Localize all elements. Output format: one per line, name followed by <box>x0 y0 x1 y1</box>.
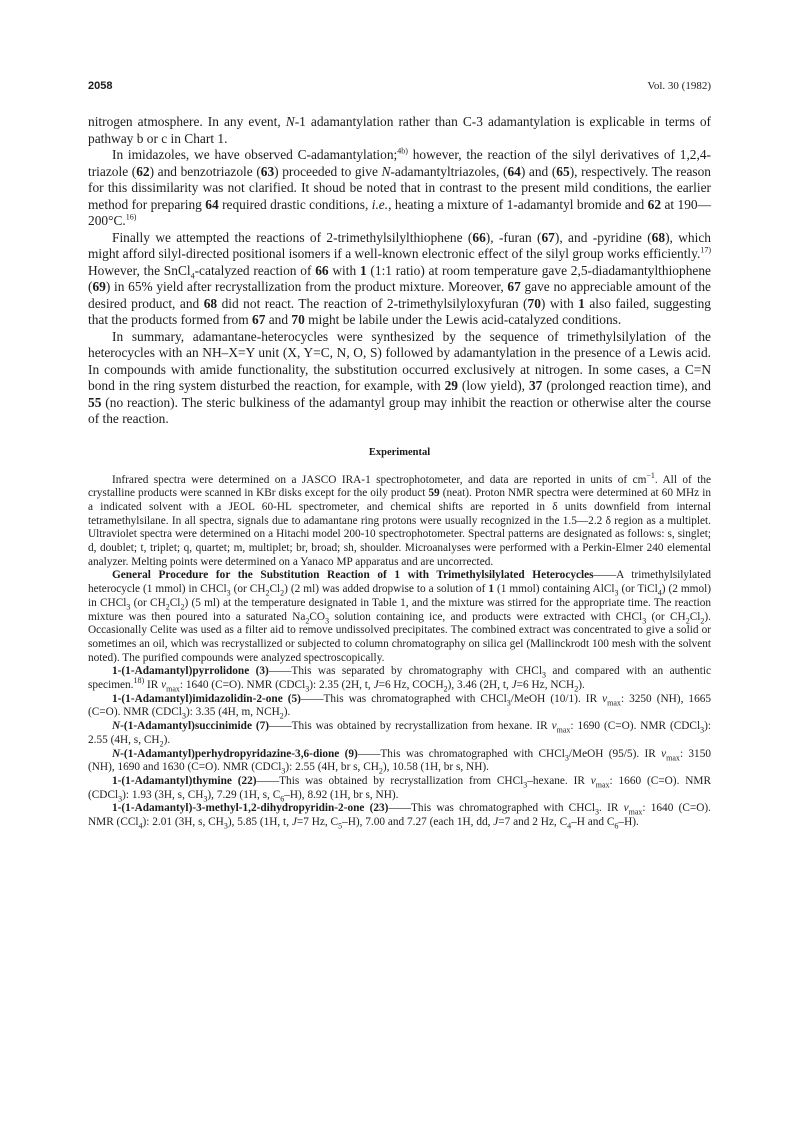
volume-label: Vol. 30 (1982) <box>647 80 711 92</box>
section-heading: Experimental <box>368 446 431 458</box>
paragraph: 1-(1-Adamantyl)thymine (22)——This was obtained by recrystallization from CHCl$_3$–hexane. IR $\nu_{max}$: 1660 (C=O). NMR (CDCl$_3$): 1.93 (3H, s, $CH_3$), 7.29 (1H, s, $C_6-H$), 8.92 (1H, br s, NH). <box>88 774 711 803</box>
paragraph: nitrogen atmosphere. In any event, N-1 adamantylation rather than C-3 adamantylation is explicable in terms of pathway b or c in Chart 1. <box>88 114 711 146</box>
paragraph: General Procedure for the Substitution Reaction of 1 with Trimethylsilylated Heterocycles——A trimethylsilylated heterocycle (1 mmol) in CHCl$_3$ (or $CH_2Cl_2$) (2 ml) was added dropwise to a solution of 1 (1 mmol) containing AlCl$_3$ (or TiCl$_4$) (2 mmol) in CHCl$_3$ (or $CH_2Cl_2$) (5 ml) at the temperature designated in Table 1, and the mixture was stirred for the appropriate time. The reaction mixture was then poured into a saturated $Na_2CO_3$ solution containing ice, and products were extracted with CHCl$_3$ (or $CH_2Cl_2$). Occasionally Celite was used as a filter aid to remove undissolved precipitates. The combined extract was concentrated to give a solid or sometimes an oil, which was recrystallized or subjected to column chromatography on silica gel (Mallinckrodt 100 mesh with the solvent noted). The purified compounds were analyzed spectroscopically. <box>88 569 712 664</box>
paragraph: In summary, adamantane-heterocycles were synthesized by the sequence of trimethylsilylation of the heterocycles with an NH–X=Y unit (X, Y=C, N, O, S) followed by adamantylation in the presence of a Lewis acid. In compounds with amide functionality, the substitution occurred exclusively at nitrogen. In some cases, a C=N bond in the ring system disturbed the reaction, for example, with 29 (low yield), 37 (prolonged reaction time), and 55 (no reaction). The steric bulkiness of the adamantyl group may inhibit the reaction or otherwise alter the course of the reaction. <box>88 328 712 426</box>
paragraph: N-(1-Adamantyl)succinimide (7)——This was obtained by recrystallization from hexane. IR $\nu_{max}$: 1690 (C=O). NMR (CDCl$_3$): 2.55 (4H, s, $CH_2$). <box>88 720 711 749</box>
body-text <box>88 114 711 428</box>
paragraph: Infrared spectra were determined on a JASCO IRA-1 spectrophotometer, and data are reported in units of $cm^{-1}$. All of the crystalline products were scanned in KBr disks except for the oily product 59 (neat). Proton NMR spectra were determined at 60 MHz in a indicated solvent with a JEOL 60-HL spectrometer, and chemical shifts are reported in δ units downfield from internal tetramethylsilane. In all spectra, signals due to adamantane ring protons were usually recognized in the 1.5—2.2 δ region as a multiplet. Ultraviolet spectra were determined on a Hitachi model 200-10 spectrophotometer. Spectral patterns are designated as follows: s, singlet; d, doublet; t, triplet; q, quartet; m, multiplet; br, broad; sh, shoulder. Microanalyses were performed with a Perkin-Elmer 240 elemental analyzer. Melting points were determined on a Yanaco MP apparatus and are uncorrected. <box>88 470 711 568</box>
paragraph: Finally we attempted the reactions of 2-trimethylsilylthiophene (66), -furan (67), and -pyridine (68), which might afford silyl-directed positional isomers if a well-known electronic effect of the silyl group works efficiently.$^{17)}$ However, the SnCl$_4$-catalyzed reaction of 66 with 1 (1:1 ratio) at room temperature gave 2,5-diadamantylthiophene (69) in 65% yield after recrystallization from the product mixture. Moreover, 67 gave no appreciable amount of the desired product, and 68 did not react. The reaction of 2-trimethylsilyloxyfuran (70) with 1 also failed, suggesting that the products formed from 67 and 70 might be labile under the Lewis acid-catalyzed conditions. <box>88 229 712 327</box>
paragraph: N-(1-Adamantyl)perhydropyridazine-3,6-dione (9)——This was chromatographed with CHCl$_3$/MeOH (95/5). IR $\nu_{max}$: 3150 (NH), 1690 and 1630 (C=O). NMR (CDCl$_3$): 2.55 (4H, br s, $CH_2$), 10.58 (1H, br s, NH). <box>88 747 712 776</box>
page-header <box>88 80 711 92</box>
experimental-text <box>88 470 712 831</box>
paragraph: 1-(1-Adamantyl)imidazolidin-2-one (5)——This was chromatographed with CHCl$_3$/MeOH (10/1). IR $\nu_{max}$: 3250 (NH), 1665 (C=O). NMR (CDCl$_3$): 3.35 (4H, m, $NCH_2$). <box>88 692 712 721</box>
journal-page <box>88 80 711 830</box>
page-number: 2058 <box>88 80 113 92</box>
paragraph: 1-(1-Adamantyl)-3-methyl-1,2-dihydropyridin-2-one (23)——This was chromatographed with CHCl$_3$. IR $\nu_{max}$: 1640 (C=O). NMR (CCl$_4$): 2.01 (3H, s, $CH_3$), 5.85 (1H, t, J=7 Hz, $C_5-H$), 7.00 and 7.27 (each 1H, dd, J=7 and 2 Hz, $C_4-H$ and $C_6-H$). <box>88 802 711 831</box>
paragraph: 1-(1-Adamantyl)pyrrolidone (3)——This was separated by chromatography with CHCl$_3$ and compared with an authentic specimen.$^{18)}$ IR $\nu_{max}$: 1640 (C=O). NMR (CDCl$_3$): 2.35 (2H, t, J=6 Hz, $COCH_2$), 3.46 (2H, t, J=6 Hz, $NCH_2$). <box>88 665 712 694</box>
paragraph: In imidazoles, we have observed C-adamantylation;$^{4b)}$ however, the reaction of the silyl derivatives of 1,2,4-triazole (62) and benzotriazole (63) proceeded to give N-adamantyltriazoles, (64) and (65), respectively. The reason for this dissimilarity was not clarified. It shoud be noted that in contrast to the present mild conditions, the earlier method for preparing 64 required drastic conditions, i.e., heating a mixture of 1-adamantyl bromide and 62 at 190—200°C.$^{16)}$ <box>88 146 711 228</box>
